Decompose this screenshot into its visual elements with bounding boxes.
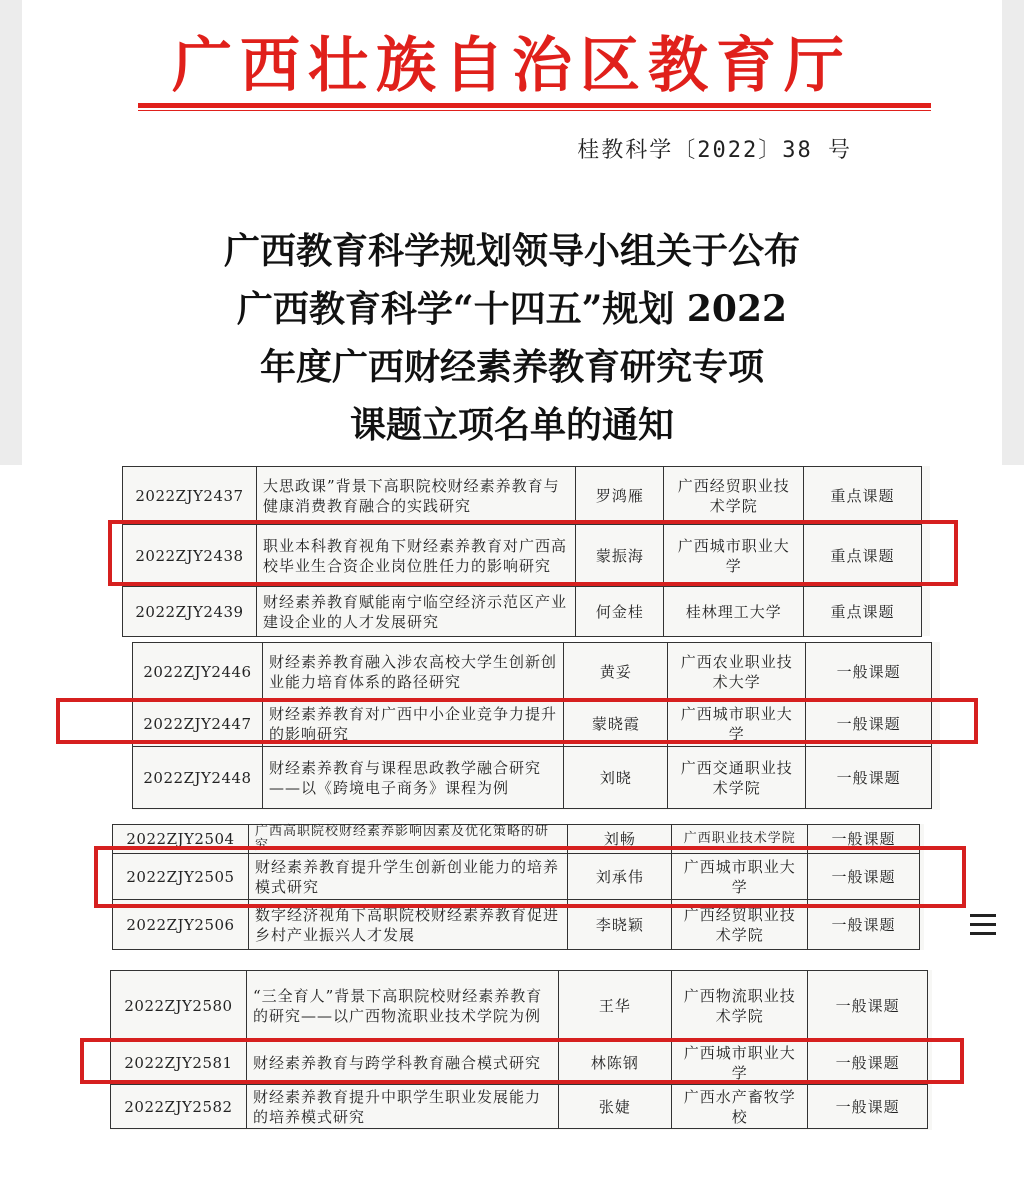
notice-title (0, 222, 1024, 454)
highlight-box (56, 698, 978, 744)
project-type: 重点课题 (804, 587, 922, 637)
project-org: 广西交通职业技术学院 (668, 747, 806, 809)
project-id: 2022ZJY2448 (133, 747, 263, 809)
menu-icon-bar (970, 914, 996, 917)
project-leader: 刘畅 (568, 825, 672, 854)
project-org: 广西城市职业大学 (672, 1041, 808, 1085)
project-id: 2022ZJY2437 (123, 467, 257, 525)
project-id: 2022ZJY2438 (123, 525, 257, 587)
notice-title-line-1: 广西教育科学规划领导小组关于公布 (223, 230, 800, 272)
project-leader: 张婕 (558, 1085, 672, 1129)
project-org: 广西经贸职业技术学院 (664, 467, 804, 525)
menu-icon-bar (970, 923, 996, 926)
project-id: 2022ZJY2581 (111, 1041, 247, 1085)
highlight-box (94, 846, 966, 908)
red-divider-thin (138, 110, 931, 111)
project-id: 2022ZJY2504 (113, 825, 249, 854)
agency-title: 广西壮族自治区教育厅 (172, 31, 852, 101)
project-type: 重点课题 (804, 525, 922, 587)
project-id: 2022ZJY2582 (111, 1085, 247, 1129)
project-id: 2022ZJY2505 (113, 854, 249, 900)
project-type: 一般课题 (808, 900, 920, 950)
project-leader: 王华 (558, 971, 672, 1041)
project-type: 一般课题 (808, 825, 920, 854)
project-title: 财经素养教育提升中职学生职业发展能力的培养模式研究 (246, 1085, 558, 1129)
project-leader: 刘承伟 (568, 854, 672, 900)
table-row (111, 1085, 928, 1129)
project-leader: 蒙晓霞 (564, 701, 668, 747)
notice-title-line-3: 年度广西财经素养教育研究专项 (259, 346, 764, 388)
project-leader: 刘晓 (564, 747, 668, 809)
project-org: 广西农业职业技术大学 (668, 643, 806, 701)
project-type: 重点课题 (804, 467, 922, 525)
document-number: 桂教科学〔2022〕38 号 (577, 138, 852, 163)
highlight-box (80, 1038, 964, 1084)
project-title: 财经素养教育与课程思政教学融合研究——以《跨境电子商务》课程为例 (262, 747, 564, 809)
project-leader: 何金桂 (576, 587, 664, 637)
project-title: 财经素养教育赋能南宁临空经济示范区产业建设企业的人才发展研究 (256, 587, 576, 637)
highlight-box (108, 520, 958, 586)
project-org: 广西城市职业大学 (668, 701, 806, 747)
project-type: 一般课题 (808, 1085, 928, 1129)
table-row (133, 747, 932, 809)
project-leader: 蒙振海 (576, 525, 664, 587)
project-leader: 林陈钢 (558, 1041, 672, 1085)
project-id: 2022ZJY2580 (111, 971, 247, 1041)
project-title: “三全育人”背景下高职院校财经素养教育的研究——以广西物流职业技术学院为例 (246, 971, 558, 1041)
project-title: 广西高职院校财经素养影响因素及优化策略的研究 (248, 825, 567, 854)
table-row (133, 643, 932, 701)
table-row (111, 971, 928, 1041)
project-title: 财经素养教育对广西中小企业竞争力提升的影响研究 (262, 701, 564, 747)
menu-icon[interactable] (968, 914, 998, 938)
project-title: 财经素养教育提升学生创新创业能力的培养模式研究 (248, 854, 567, 900)
project-leader: 罗鸿雁 (576, 467, 664, 525)
table-row (123, 587, 922, 637)
project-leader: 李晓颖 (568, 900, 672, 950)
project-type: 一般课题 (808, 971, 928, 1041)
project-title: 大思政课”背景下高职院校财经素养教育与健康消费教育融合的实践研究 (256, 467, 576, 525)
project-title: 职业本科教育视角下财经素养教育对广西高校毕业生合资企业岗位胜任力的影响研究 (256, 525, 576, 587)
project-org: 广西职业技术学院 (672, 825, 808, 854)
project-id: 2022ZJY2439 (123, 587, 257, 637)
project-org: 广西城市职业大学 (664, 525, 804, 587)
project-type: 一般课题 (806, 701, 932, 747)
menu-icon-bar (970, 932, 996, 935)
project-title: 数字经济视角下高职院校财经素养教育促进乡村产业振兴人才发展 (248, 900, 567, 950)
project-org: 广西城市职业大学 (672, 854, 808, 900)
project-id: 2022ZJY2506 (113, 900, 249, 950)
project-type: 一般课题 (806, 747, 932, 809)
project-org: 广西经贸职业技术学院 (672, 900, 808, 950)
notice-title-line-2: 广西教育科学“十四五”规划 2022 (236, 288, 788, 330)
project-title: 财经素养教育融入涉农高校大学生创新创业能力培育体系的路径研究 (262, 643, 564, 701)
project-type: 一般课题 (808, 1041, 928, 1085)
project-type: 一般课题 (806, 643, 932, 701)
project-org: 广西物流职业技术学院 (672, 971, 808, 1041)
project-leader: 黄妥 (564, 643, 668, 701)
notice-title-line-4: 课题立项名单的通知 (349, 404, 674, 446)
red-divider (138, 103, 931, 108)
project-title: 财经素养教育与跨学科教育融合模式研究 (246, 1041, 558, 1085)
project-type: 一般课题 (808, 854, 920, 900)
project-org: 广西水产畜牧学校 (672, 1085, 808, 1129)
project-org: 桂林理工大学 (664, 587, 804, 637)
project-id: 2022ZJY2447 (133, 701, 263, 747)
project-id: 2022ZJY2446 (133, 643, 263, 701)
table-row (123, 467, 922, 525)
